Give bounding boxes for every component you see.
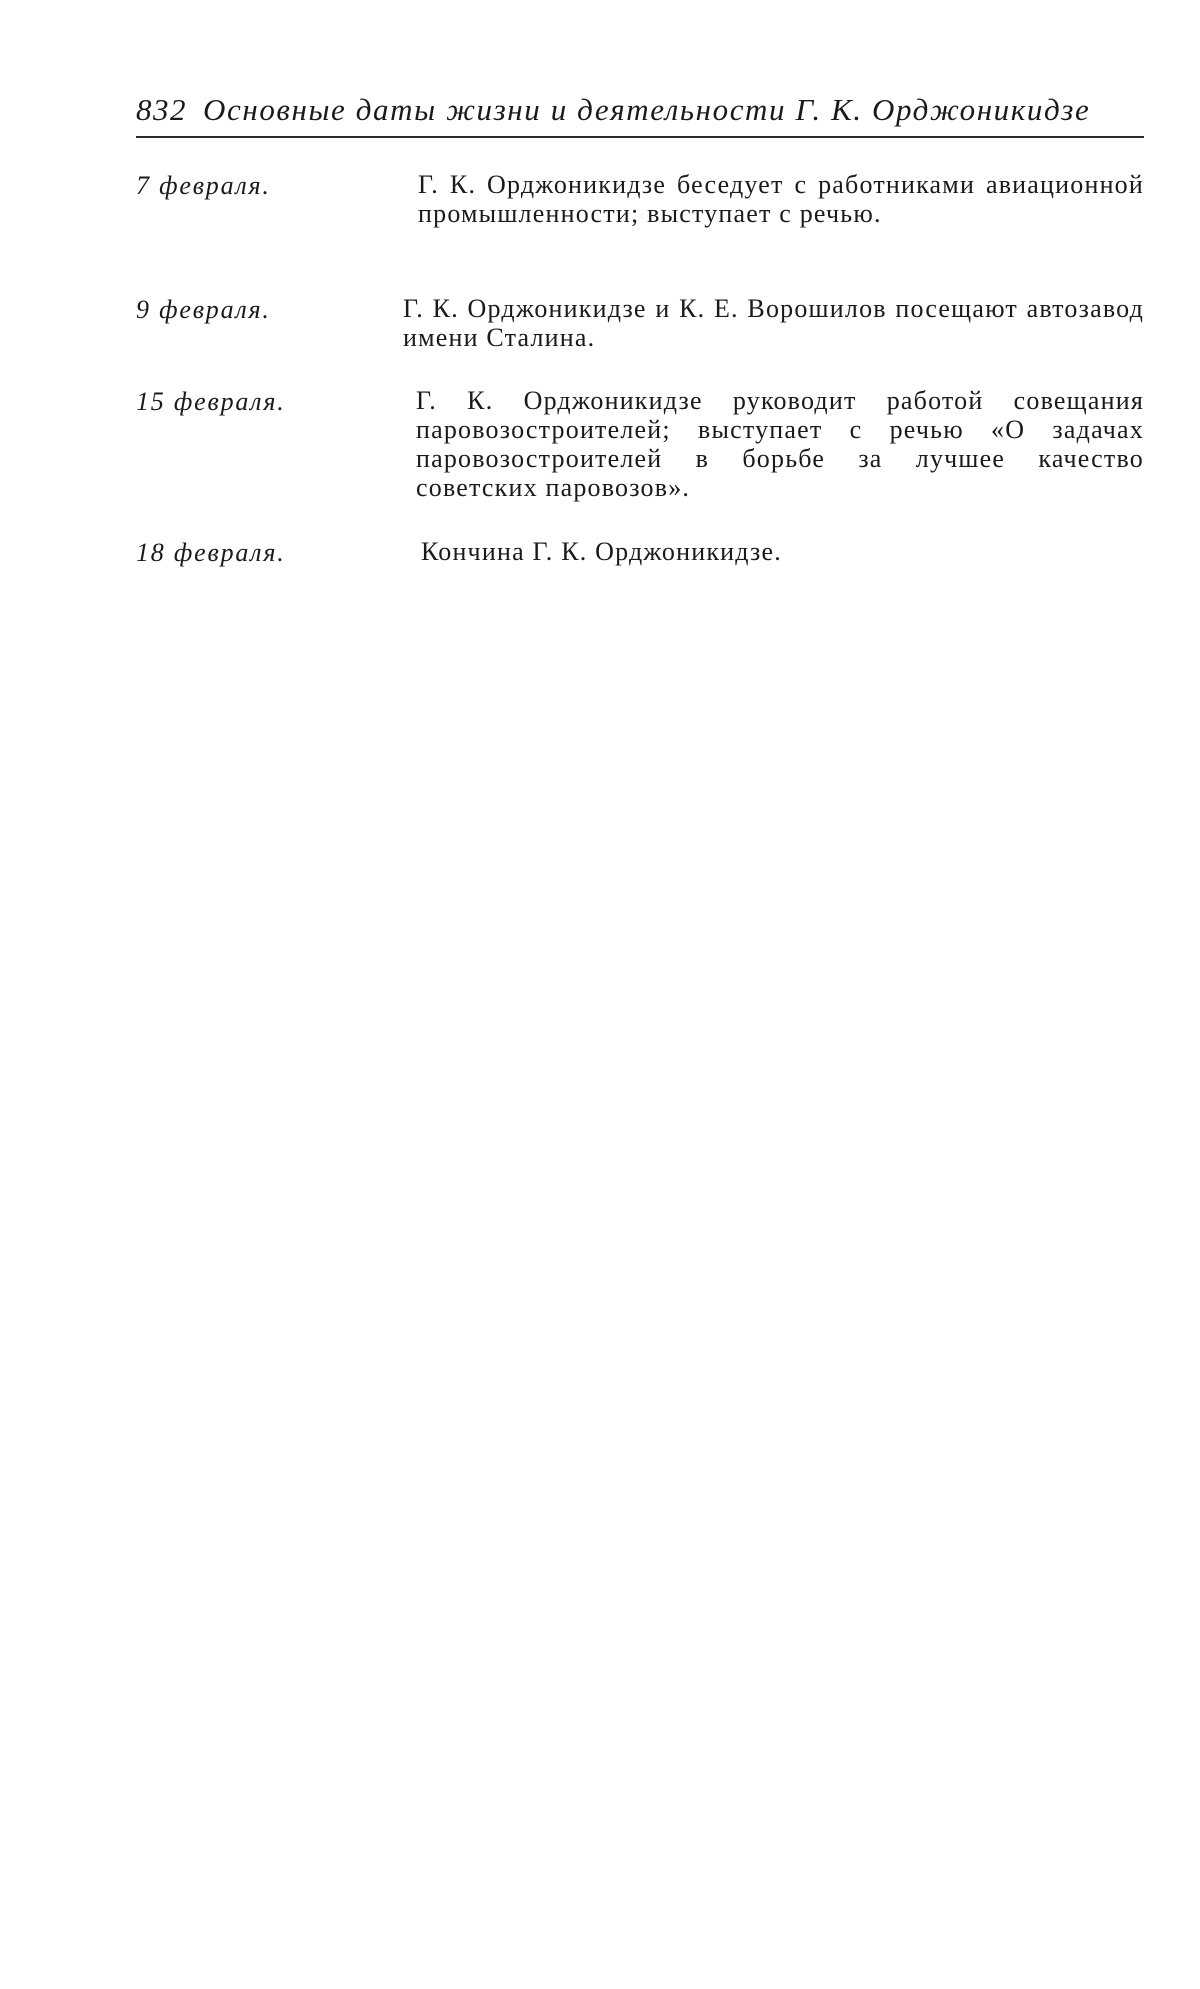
page-number: 832 [136, 92, 187, 127]
entry-date: 9 февраля. [136, 295, 271, 324]
entry-text: Кончина Г. К. Орджоникидзе. [421, 537, 782, 566]
entry-text: Г. К. Орджоникидзе и К. Е. Ворошилов посещают автозавод имени Сталина. [403, 294, 1144, 352]
entry-text: Г. К. Орджоникидзе беседует с работниками авиационной промышленности; выступает с речью. [418, 170, 1144, 228]
entry-text: Г. К. Орджоникидзе руководит работой совещания паровозостроителей; выступает с речью «О задачах паровозостроителей в борьбе за лучшее качество советских паровозов». [416, 386, 1144, 502]
running-head [136, 92, 1144, 136]
entry-date: 7 февраля. [136, 171, 271, 200]
entry-date: 18 февраля. [136, 538, 286, 567]
entry-date: 15 февраля. [136, 387, 286, 416]
running-title: Основные даты жизни и деятельности Г. К. Орджоникидзе [203, 92, 1091, 127]
header-rule [136, 136, 1144, 138]
